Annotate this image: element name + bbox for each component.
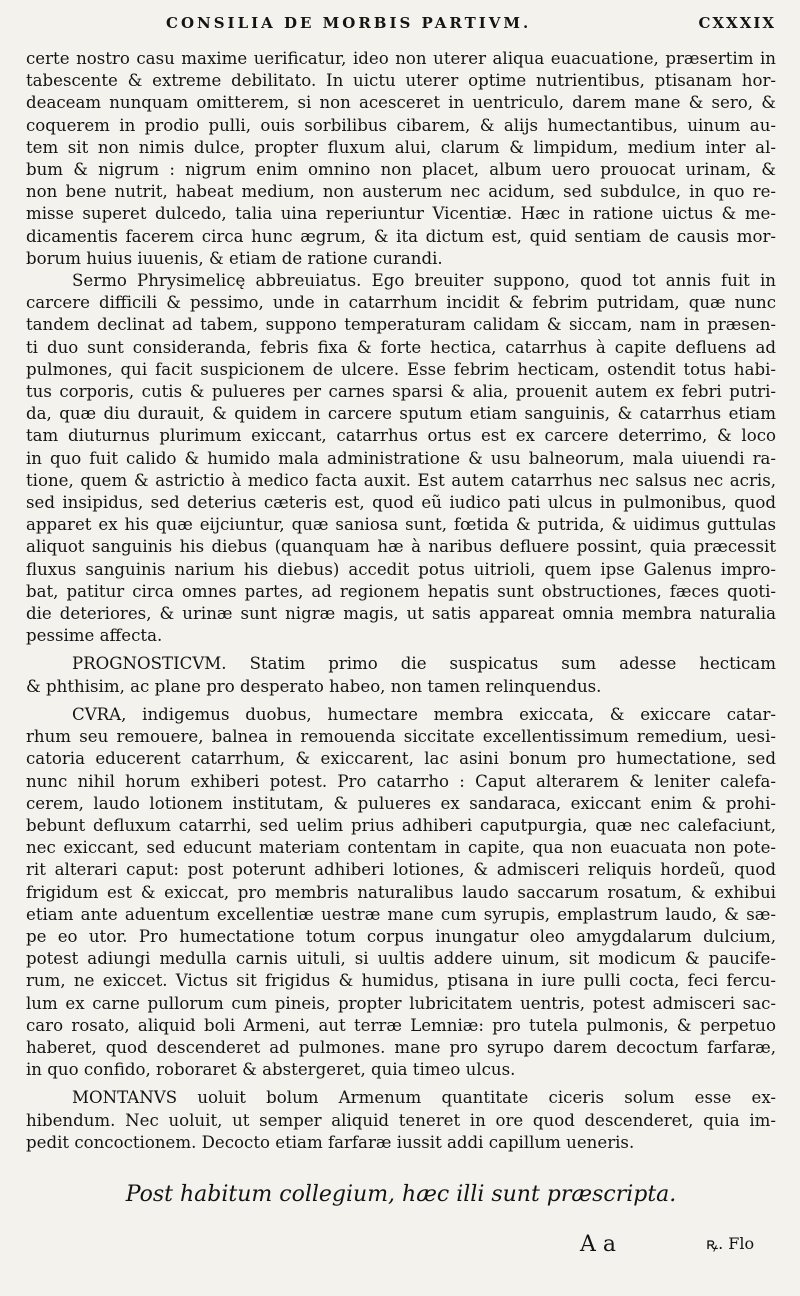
text-line: tione, quem & astrictio à medico facta auxit. Est autem catarrhus nec salsus nec acris, [26, 470, 776, 490]
text-line: hibendum. Nec uoluit, ut semper aliquid teneret in ore quod descenderet, quia im- [26, 1110, 776, 1130]
text-line: MONTANVS uoluit bolum Armenum quantitate ciceris solum esse ex- [72, 1088, 776, 1108]
text-line: pessime affecta. [26, 626, 163, 646]
closing-line: Post habitum collegium, hæc illi sunt præscripta. [125, 1181, 677, 1207]
text-line: aliquot sanguinis his diebus (quanquam hæ à naribus defluere possint, quia præcessit [26, 537, 776, 557]
text-line: bat, patitur circa omnes partes, ad regionem hepatis sunt obstructiones, fæces quoti- [26, 581, 776, 601]
text-line: tandem declinat ad tabem, suppono temperaturam calidam & siccam, nam in præsen- [26, 315, 776, 335]
text-line: rhum seu remouere, balnea in remouenda siccitate excellentissimum remedium, uesi- [26, 727, 776, 747]
text-line: haberet, quod descenderet ad pulmones. mane pro syrupo darem decoctum farfaræ, [26, 1037, 776, 1057]
page-body [26, 48, 776, 1154]
paragraph [26, 653, 776, 697]
text-line: in quo fuit calido & humido mala administratione & usu balneorum, mala uiuendi ra- [26, 448, 776, 468]
text-line: pedit concoctionem. Decocto etiam farfaræ iussit addi capillum ueneris. [26, 1132, 635, 1152]
text-line: potest adiungi medulla carnis uituli, si uultis addere uinum, sit modicum & paucife- [26, 949, 776, 969]
text-line: bum & nigrum : nigrum enim omnino non placet, album uero prouocat urinam, & [26, 160, 776, 180]
text-line: etiam ante aduentum excellentiæ uestræ mane cum syrupis, emplastrum laudo, & sæ- [26, 904, 776, 924]
page-header [26, 14, 776, 48]
text-line: & phthisim, ac plane pro desperato habeo, non tamen relinquendus. [26, 676, 602, 696]
text-line: carcere difficili & pessimo, unde in catarrhum incidit & febrim putridam, quæ nunc [26, 293, 776, 313]
catchword: ꝶ. Flo [706, 1234, 755, 1253]
text-line: PROGNOSTICVM. Statim primo die suspicatus sum adesse hecticam [72, 654, 776, 674]
text-line: Sermo Phrysimelicę abbreuiatus. Ego breuiter suppono, quod tot annis fuit in [72, 271, 776, 291]
running-title: CONSILIA DE MORBIS PARTIVM. [166, 14, 532, 32]
text-line: sed insipidus, sed deterius cæteris est, quod eũ iudico pati ulcus in pulmonibus, quod [26, 493, 776, 513]
paragraph [26, 704, 776, 1081]
text-line: tem sit non nimis dulce, propter fluxum alui, clarum & limpidum, medium inter al- [26, 137, 776, 157]
text-line: die deteriores, & urinæ sunt nigræ magis, ut satis appareat omnia membra naturalia [26, 604, 776, 624]
text-line: certe nostro casu maxime uerificatur, ideo non uterer aliqua euacuatione, præsertim in [26, 49, 776, 68]
text-line: tus corporis, cutis & pulueres per carnes sparsi & alia, prouenit autem ex febri putri- [26, 382, 776, 402]
text-line: nec exiccant, sed educunt materiam contentam in capite, qua non euacuata non pote- [26, 838, 776, 858]
text-line: tabescente & extreme debilitato. In uictu uterer optime nutrientibus, ptisanam hor- [26, 71, 776, 91]
text-line: da, quæ diu durauit, & quidem in carcere sputum etiam sanguinis, & catarrhus etiam [26, 404, 776, 424]
text-line: dicamentis facerem circa hunc ægrum, & ita dictum est, quid sentiam de causis mor- [26, 226, 776, 246]
text-line: fluxus sanguinis narium his diebus) accedit potus uitrioli, quem ipse Galenus impro- [26, 559, 776, 579]
text-line: rum, ne exiccet. Victus sit frigidus & humidus, ptisana in iure pulli cocta, feci fercu- [26, 971, 776, 991]
text-line: in quo confido, roboraret & abstergeret, quia timeo ulcus. [26, 1060, 516, 1080]
folio-number: CXXXIX [698, 14, 776, 32]
text-line: ti duo sunt consideranda, febris fixa & forte hectica, catarrhus à capite defluens ad [26, 337, 776, 357]
text-line: lum ex carne pullorum cum pineis, propter lubricitatem uentris, potest admisceri sac- [26, 993, 776, 1013]
text-line: caro rosato, aliquid boli Armeni, aut terræ Lemniæ: pro tutela pulmonis, & perpetuo [26, 1015, 776, 1035]
paragraph [26, 270, 776, 647]
signature-mark: A a [580, 1232, 616, 1257]
paragraph [26, 48, 776, 270]
paragraph [26, 1087, 776, 1154]
text-line: pe eo utor. Pro humectatione totum corpus inungatur oleo amygdalarum dulcium, [26, 926, 776, 946]
text-line: nunc nihil horum exhiberi potest. Pro catarrho : Caput alterarem & leniter calefa- [26, 771, 776, 791]
text-line: frigidum est & exiccat, pro membris naturalibus laudo saccarum rosatum, & exhibui [26, 882, 776, 902]
text-line: rit alterari caput: post poterunt adhiberi lotiones, & admisceri reliquis hordeũ, quod [26, 860, 776, 880]
text-line: borum huius iuuenis, & etiam de ratione curandi. [26, 248, 443, 268]
text-line: non bene nutrit, habeat medium, non austerum nec acidum, sed subdulce, in quo re- [26, 182, 776, 202]
text-line: deaceam nunquam omitterem, si non acesceret in uentriculo, darem mane & sero, & [26, 93, 776, 113]
text-line: cerem, laudo lotionem institutam, & pulueres ex sandaraca, exiccant enim & prohi- [26, 793, 776, 813]
text-line: pulmones, qui facit suspicionem de ulcere. Esse febrim hecticam, ostendit totus habi- [26, 359, 776, 379]
text-line: coquerem in prodio pulli, ouis sorbilibus cibarem, & alijs humectantibus, uinum au- [26, 115, 776, 135]
text-line: tam diuturnus plurimum exiccant, catarrhus ortus est ex carcere deterrimo, & loco [26, 426, 776, 446]
text-line: catoria educerent catarrhum, & exiccarent, lac asini bonum pro humectatione, sed [26, 749, 776, 769]
text-line: CVRA, indigemus duobus, humectare membra exiccata, & exiccare catar- [72, 704, 776, 724]
text-line: bebunt defluxum catarrhi, sed uelim prius adhiberi caputpurgia, quæ nec calefaciunt, [26, 815, 776, 835]
text-line: misse superet dulcedo, talia uina reperiuntur Vicentiæ. Hæc in ratione uictus & me- [26, 204, 776, 224]
page-footer [0, 1232, 800, 1262]
text-line: apparet ex his quæ eijciuntur, quæ saniosa sunt, fœtida & putrida, & uidimus guttulas [26, 515, 776, 535]
